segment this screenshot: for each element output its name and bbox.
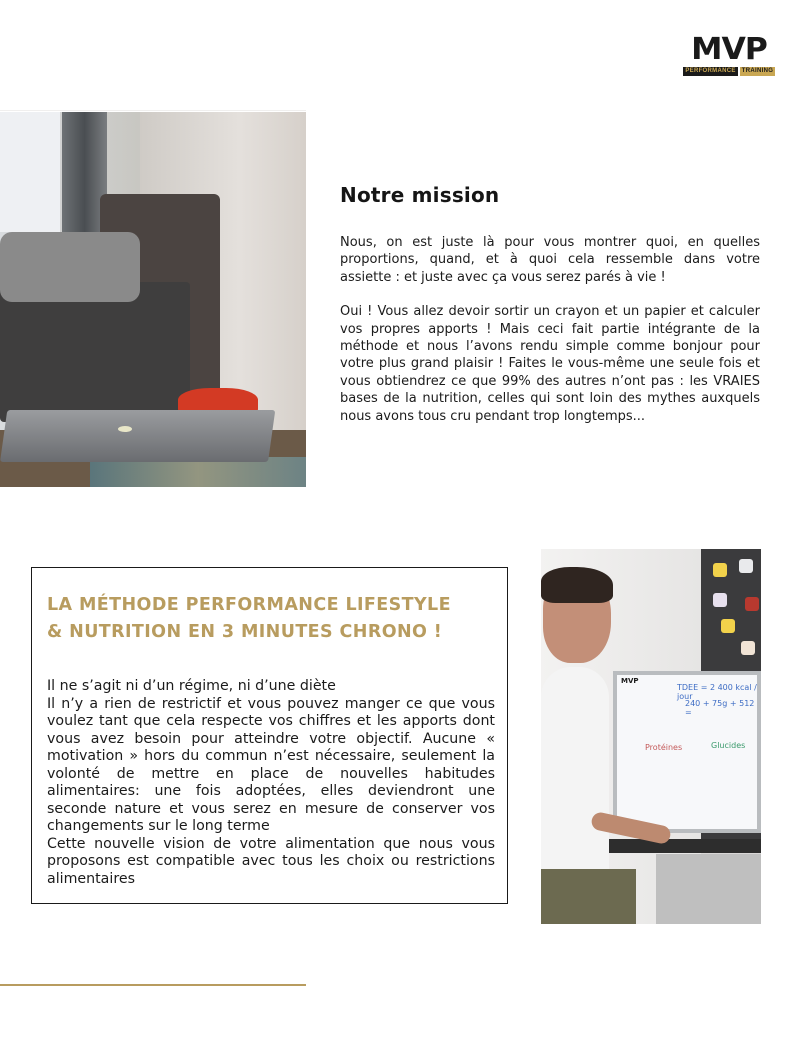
mission-paragraph: Nous, on est juste là pour vous montrer quoi, en quelles proportions, quand, et à quoi cela ressemble dans votre assiette : et juste avec ça vous serez parés à vie ! — [340, 235, 760, 285]
method-line: Il ne s’agit ni d’un régime, ni d’une diète — [47, 678, 336, 694]
photo-man-shorts — [541, 869, 636, 924]
photo-sofa — [0, 282, 190, 422]
whiteboard-label: Protéines — [645, 743, 683, 752]
fridge-magnet — [741, 641, 755, 655]
method-box — [31, 567, 508, 904]
coach-whiteboard-photo — [541, 549, 761, 924]
logo-mvp-text: MVP — [691, 32, 767, 67]
photo-oven — [656, 854, 761, 924]
photo-window — [0, 112, 60, 232]
whiteboard-label: Glucides — [711, 741, 746, 750]
method-text — [47, 678, 495, 888]
fridge-magnet — [739, 559, 753, 573]
fridge-magnet — [745, 597, 759, 611]
mission-title: Notre mission — [340, 183, 500, 207]
method-line: Cette nouvelle vision de votre alimentation que nous vous proposons est compatible avec tous les choix ou restrictions alimentaires — [47, 835, 495, 887]
photo-laptop — [0, 410, 275, 462]
photo-laptop-logo — [118, 426, 132, 432]
logo-tag-training: TRAINING — [741, 68, 774, 74]
brand-logo — [683, 32, 775, 78]
photo-man-shirt — [541, 667, 609, 887]
logo-tag-performance: PERFORMANCE — [683, 67, 738, 76]
mission-paragraph: Oui ! Vous allez devoir sortir un crayon et un papier et calculer vos propres apports ! Mais ceci fait partie intégrante de la méthode et nous l’avons rendu simple comme bonjour pour votre plus grand plaisir ! Faites le vous-même une seule fois et vous obtiendrez ce que 99% des autres n’ont pas : les VRAIES bases de la nutrition, celles qui sont loin des mythes auxquels nous avons tous cru pendant trop longtemps... — [340, 304, 760, 424]
living-room-photo — [0, 112, 306, 487]
fridge-magnet — [713, 563, 727, 577]
whiteboard-logo: MVP — [621, 677, 639, 685]
logo-tagline — [683, 67, 775, 76]
photo-counter — [601, 839, 761, 853]
fridge-magnet — [721, 619, 735, 633]
photo-cushion — [0, 232, 140, 302]
top-divider — [0, 110, 306, 111]
fridge-magnet — [713, 593, 727, 607]
mission-text — [340, 234, 760, 442]
whiteboard-line: TDEE = 2 400 kcal / jour — [677, 683, 757, 701]
bottom-divider — [0, 984, 306, 986]
photo-whiteboard — [613, 671, 761, 833]
method-title-line2: & NUTRITION EN 3 MINUTES CHRONO ! — [47, 622, 443, 642]
whiteboard-line: 240 + 75g + 512 = — [685, 699, 755, 717]
method-title-line1: LA MÉTHODE PERFORMANCE LIFESTYLE — [47, 595, 451, 615]
method-line: Il n’y a rien de restrictif et vous pouvez manger ce que vous voulez tant que cela respecte vos chiffres et les apports dont vous avez besoin pour atteindre votre objectif. Aucune « motivation » hors du commun n’est nécessaire, seulement la volonté de mettre en place de nouvelles habitudes alimentaires: une fois adoptées, elles deviendront une seconde nature et vous serez en mesure de conserver vos changements sur le long terme — [47, 695, 495, 834]
photo-man-hair — [541, 567, 613, 603]
method-title — [47, 592, 507, 646]
